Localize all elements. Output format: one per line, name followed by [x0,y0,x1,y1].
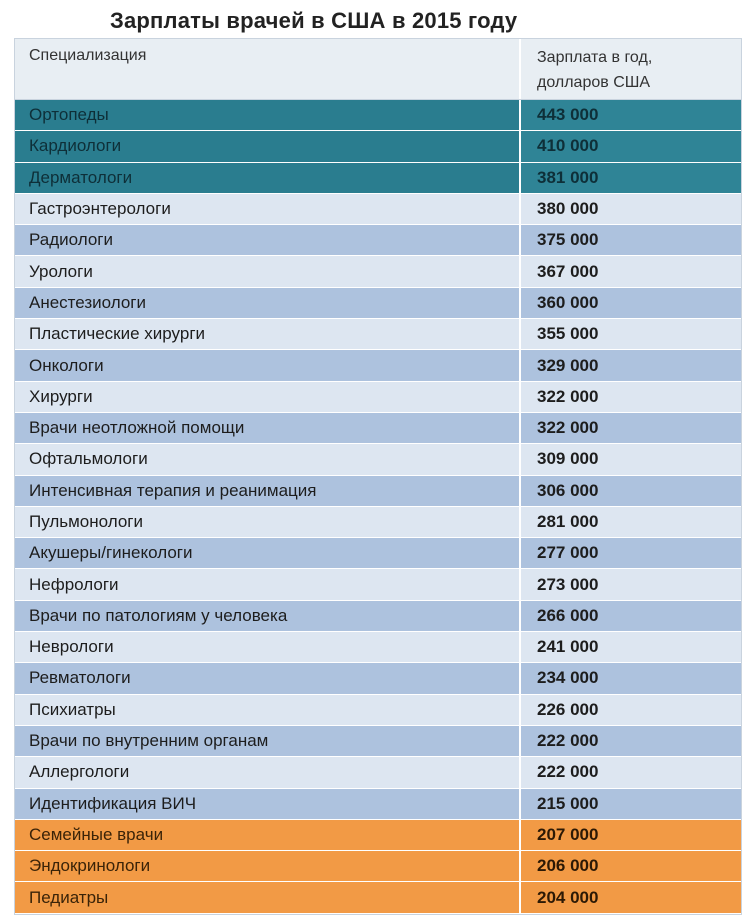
specialization-cell: Онкологи [29,355,104,375]
specialization-cell: Дерматологи [29,167,133,187]
salary-cell: 322 000 [519,413,741,443]
specialization-cell: Врачи неотложной помощи [29,418,245,438]
specialization-cell: Врачи по патологиям у человека [29,605,288,625]
table-row [15,319,741,350]
page-title: Зарплаты врачей в США в 2015 году [110,8,518,33]
salary-cell: 380 000 [519,194,741,224]
table-row [15,789,741,820]
table-row [15,194,741,225]
table-row [15,569,741,600]
salary-cell: 234 000 [519,663,741,693]
specialization-cell: Ортопеды [29,105,109,125]
salary-cell: 360 000 [519,288,741,318]
header-salary [519,39,741,99]
specialization-cell: Нефрологи [29,574,119,594]
specialization-cell: Эндокринологи [29,856,151,876]
salary-cell: 309 000 [519,444,741,474]
salary-cell: 443 000 [519,100,741,130]
specialization-cell: Семейные врачи [29,824,164,844]
specialization-cell: Кардиологи [29,136,122,156]
specialization-cell: Урологи [29,261,93,281]
specialization-cell: Неврологи [29,637,114,657]
specialization-cell: Врачи по внутренним органам [29,731,269,751]
table-row [15,726,741,757]
table-row [15,695,741,726]
salary-table [14,38,742,915]
table-row [15,663,741,694]
table-row [15,256,741,287]
table-row [15,225,741,256]
header-salary-line2: долларов США [537,74,651,91]
salary-cell: 222 000 [519,726,741,756]
specialization-cell: Анестезиологи [29,292,146,312]
specialization-cell: Радиологи [29,230,113,250]
header-specialization: Специализация [29,47,147,64]
salary-cell: 215 000 [519,789,741,819]
table-row [15,288,741,319]
table-body [15,100,741,914]
salary-cell: 306 000 [519,476,741,506]
table-row [15,444,741,475]
salary-cell: 226 000 [519,695,741,725]
salary-cell: 281 000 [519,507,741,537]
table-row [15,538,741,569]
specialization-cell: Интенсивная терапия и реанимация [29,480,317,500]
specialization-cell: Пластические хирурги [29,324,206,344]
table-row [15,632,741,663]
table-row [15,131,741,162]
salary-cell: 222 000 [519,757,741,787]
table-row [15,507,741,538]
table-row [15,820,741,851]
table-header [15,39,741,100]
table-row [15,382,741,413]
header-salary-line1: Зарплата в год, [537,49,653,66]
salary-cell: 206 000 [519,851,741,881]
table-row [15,757,741,788]
salary-cell: 207 000 [519,820,741,850]
salary-cell: 204 000 [519,882,741,912]
table-row [15,350,741,381]
specialization-cell: Аллергологи [29,762,130,782]
salary-cell: 273 000 [519,569,741,599]
salary-cell: 410 000 [519,131,741,161]
table-row [15,163,741,194]
table-row [15,851,741,882]
specialization-cell: Гастроэнтерологи [29,199,171,219]
specialization-cell: Пульмонологи [29,512,143,531]
table-row [15,882,741,913]
table-row [15,413,741,444]
table-row [15,100,741,131]
salary-cell: 277 000 [519,538,741,568]
salary-cell: 266 000 [519,601,741,631]
salary-cell: 241 000 [519,632,741,662]
specialization-cell: Педиатры [29,887,109,907]
salary-cell: 375 000 [519,225,741,255]
salary-cell: 329 000 [519,350,741,380]
salary-cell: 355 000 [519,319,741,349]
salary-cell: 322 000 [519,382,741,412]
table-row [15,601,741,632]
specialization-cell: Психиатры [29,699,116,719]
specialization-cell: Акушеры/гинекологи [29,543,193,563]
table-row [15,476,741,507]
specialization-cell: Идентификация ВИЧ [29,793,197,813]
specialization-cell: Хирурги [29,386,93,406]
salary-cell: 381 000 [519,163,741,193]
salary-cell: 367 000 [519,256,741,286]
specialization-cell: Ревматологи [29,668,131,688]
specialization-cell: Офтальмологи [29,449,148,469]
